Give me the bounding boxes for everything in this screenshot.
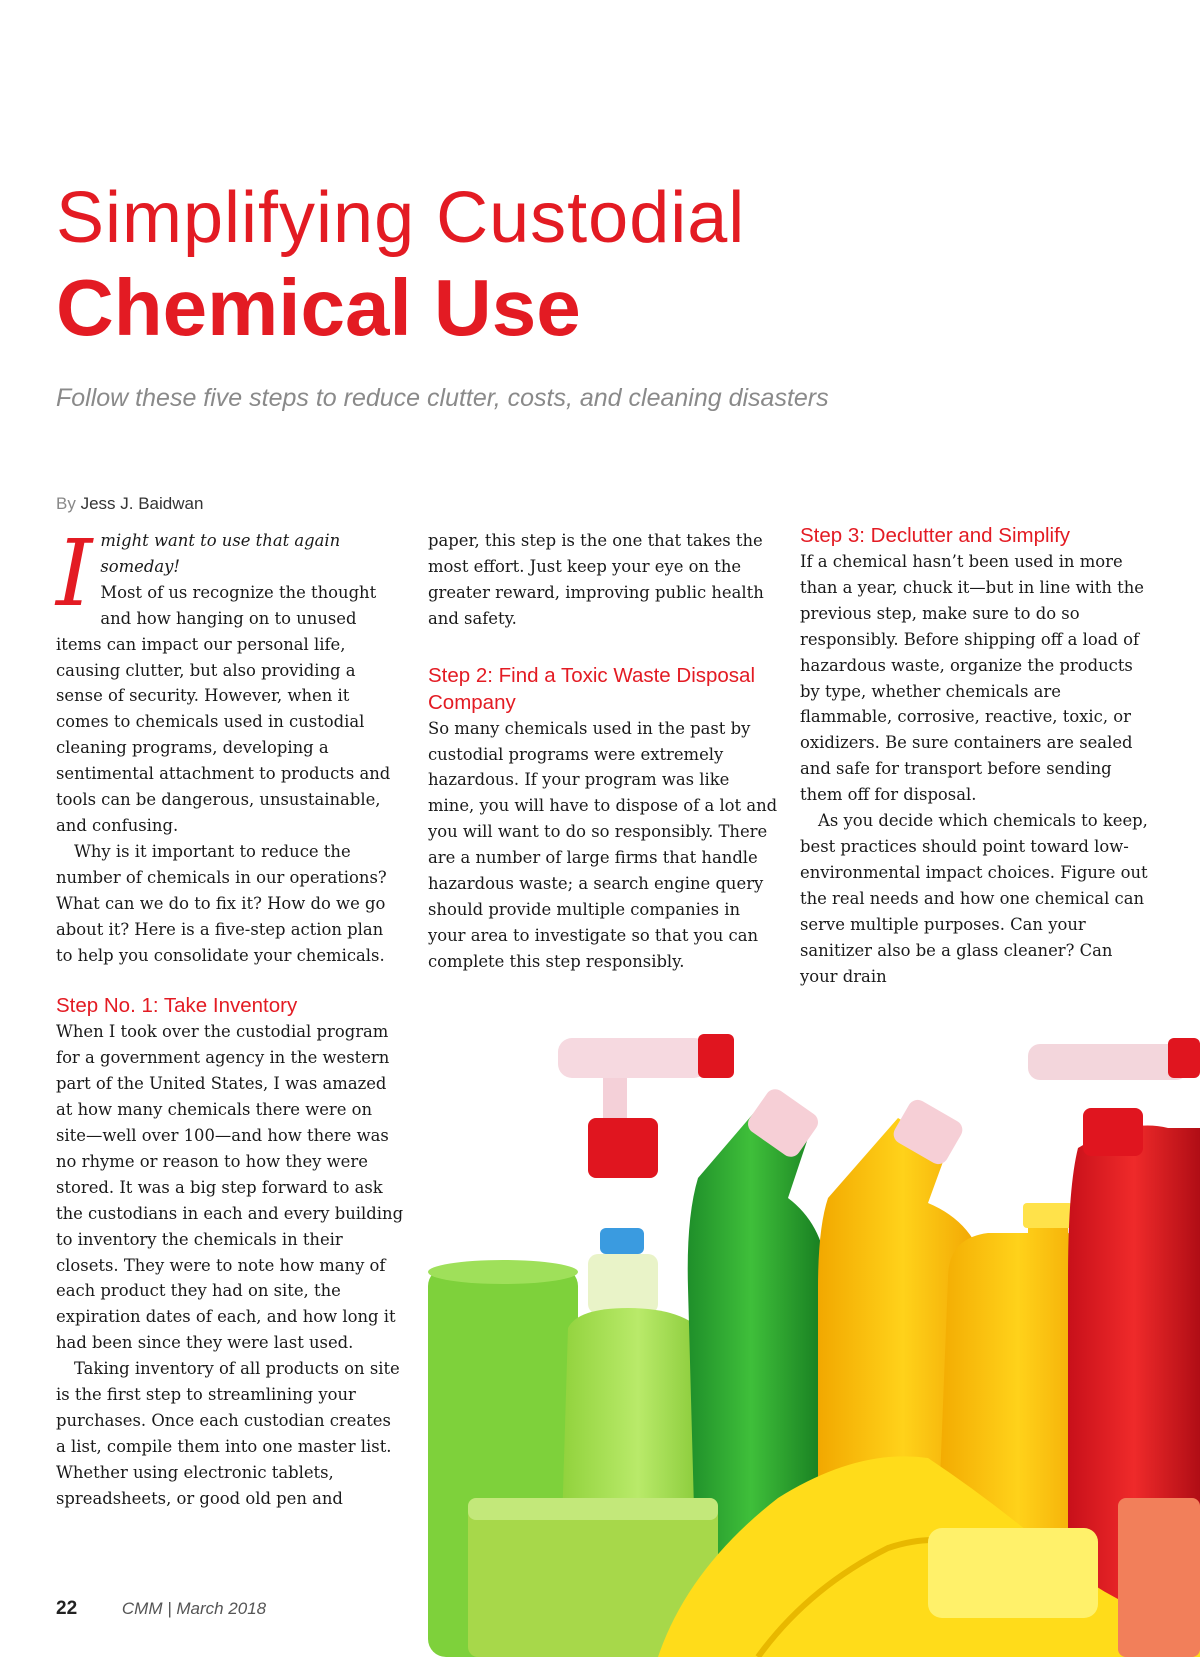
step-1-paragraph-2: Taking inventory of all products on site is the first step to streamlining your purchases. Once each custodian creates a list, compile them into one master list. Whether using electronic tablets, spreadsheets, or good old pen and	[56, 1359, 400, 1508]
drop-cap: I	[56, 520, 93, 627]
step-2-heading: Step 2: Find a Toxic Waste Disposal Company	[428, 663, 756, 714]
step-3-paragraph-1: If a chemical hasn’t been used in more than a year, chuck it—but in line with the previous step, make sure to do so responsibly. Before shipping off a load of hazardous waste, organize the products by type, whether chemicals are flammable, corrosive, reactive, toxic, or oxidizers. Be sure containers are sealed and safe for transport before sending them off for disposal.	[800, 552, 1144, 805]
sponge-top	[468, 1498, 718, 1520]
cleaning-products-photo	[428, 1028, 1200, 1657]
page-number: 22	[56, 1598, 78, 1619]
red-spray-nozzle	[1168, 1038, 1200, 1078]
red-spray-cap	[1083, 1108, 1143, 1156]
byline-prefix: By	[56, 494, 76, 513]
step-2-paragraph-1: So many chemicals used in the past by custodial programs were extremely hazardous. If your program was like mine, you will have to dispose of a lot and you will want to do so responsibly. There are a number of large firms that handle hazardous waste; a search engine query should provide multiple companies in your area to investigate so that you can complete this step responsibly.	[428, 718, 778, 971]
step-3-paragraph-2: As you decide which chemicals to keep, best practices should point toward low-environmental impact choices. Figure out the real needs and how one chemical can serve multiple purposes. Can your sanitizer also be a glass cleaner? Can your drain	[800, 811, 1148, 986]
orange-sponge	[1118, 1498, 1200, 1657]
step-3-heading: Step 3: Declutter and Simplify	[800, 524, 1071, 547]
intro-lead: might want to use that again someday!	[100, 531, 341, 576]
column-3	[800, 524, 1150, 989]
lime-bottle-neck	[588, 1254, 658, 1314]
spray-cap	[588, 1118, 658, 1178]
page-footer	[56, 1598, 266, 1620]
step-1-heading: Step No. 1: Take Inventory	[56, 994, 298, 1018]
title-line-2: Chemical Use	[56, 263, 581, 352]
yellow-front-cap	[1023, 1203, 1073, 1228]
column-2	[428, 528, 778, 975]
intro-paragraph-1: Most of us recognize the thought and how hanging on to unused items can impact our personal life, causing clutter, but also providing a sense of security. However, when it comes to chemicals used in custodial cleaning programs, developing a sentimental attachment to products and tools can be dangerous, unsustainable, and confusing.	[56, 582, 391, 835]
publication-info: CMM | March 2018	[121, 1599, 267, 1618]
spray-trigger	[558, 1038, 708, 1078]
step-1-paragraph-2-continued: paper, this step is the one that takes the most effort. Just keep your eye on the greater reward, improving public health and safety.	[428, 531, 764, 628]
step-1-paragraph-1: When I took over the custodial program for a government agency in the western part of the United States, I was amazed at how many chemicals there were on site—well over 100—and how there was no rhyme or reason to how they were stored. It was a big step forward to ask the custodians in each and every building to inventory the chemicals in their closets. They were to note how many of each product they had on site, the expiration dates of each, and how long it had been since they were last used.	[56, 1022, 404, 1353]
blue-cap	[600, 1228, 644, 1254]
author-name: Jess J. Baidwan	[80, 494, 204, 513]
yellow-scrub-sponge	[928, 1528, 1098, 1618]
title-line-1: Simplifying Custodial	[56, 178, 746, 258]
cylinder-top	[428, 1260, 578, 1284]
column-1	[56, 520, 404, 1512]
article-subtitle: Follow these five steps to reduce clutter, costs, and cleaning disasters	[56, 384, 829, 412]
intro-paragraph-2: Why is it important to reduce the number of chemicals in our operations? What can we do to fix it? How do we go about it? Here is a five-step action plan to help you consolidate your chemicals.	[56, 841, 387, 965]
red-spray-trigger	[1028, 1044, 1188, 1080]
spray-nozzle	[698, 1034, 734, 1078]
article-title	[56, 176, 745, 356]
byline	[56, 494, 203, 514]
